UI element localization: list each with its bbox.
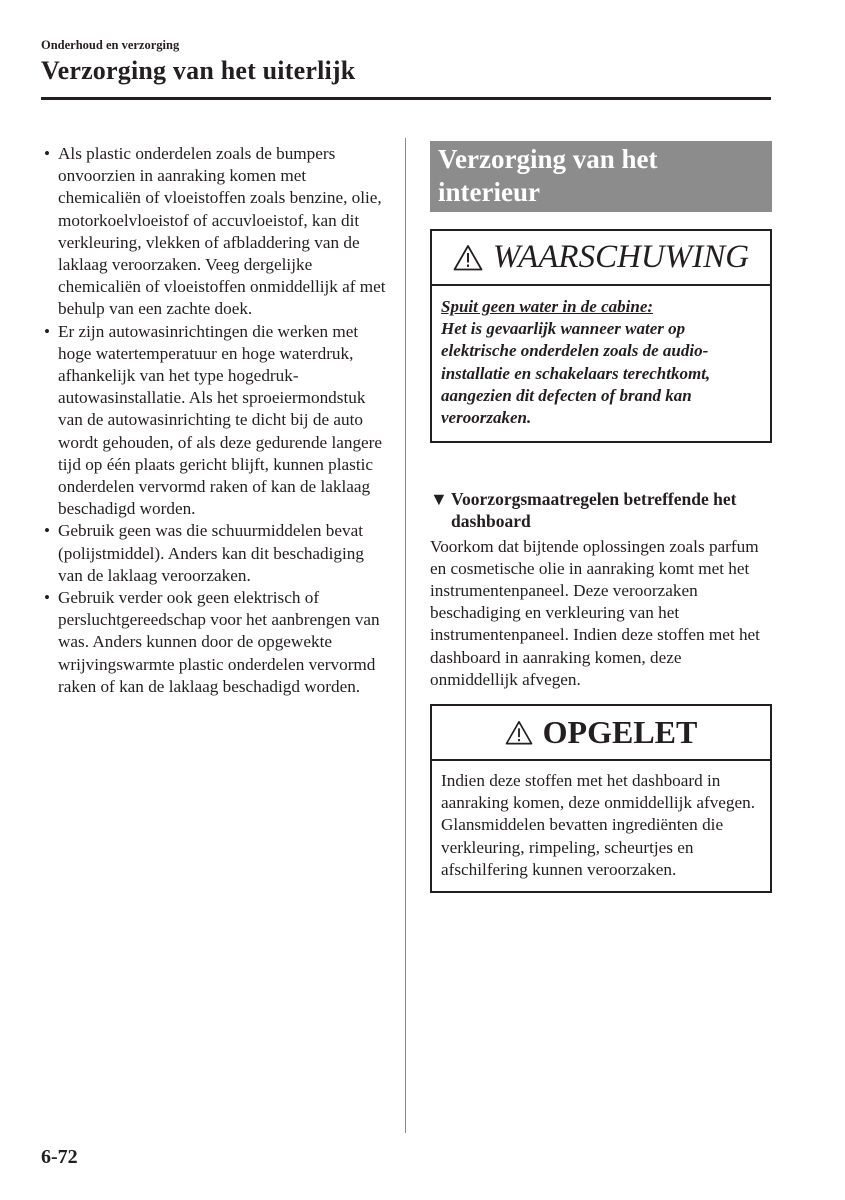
bullet-dot: • — [44, 521, 51, 541]
warning-triangle-icon — [453, 244, 483, 271]
column-divider — [405, 138, 406, 1133]
warning-triangle-icon — [505, 720, 533, 745]
bullet-text: Gebruik verder ook geen elektrisch of persluchtgereedschap voor het aanbrengen van was. Anders kunnen door de opgewekte wrijvingswarmte plastic onderdelen vervormd raken of kan de laklaag beschadigd worden. — [58, 588, 380, 696]
caution-paragraph: Glansmiddelen bevatten ingrediënten die verkleuring, rimpeling, scheurtjes en afschilfering kunnen veroorzaken. — [441, 815, 724, 879]
subsection-title: Voorzorgsmaatregelen betreffende het dashboard — [451, 489, 737, 532]
triangle-down-icon: ▼ — [430, 489, 448, 510]
right-column — [430, 141, 772, 893]
page-number: 6-72 — [41, 1146, 78, 1168]
subsection-heading — [430, 488, 772, 532]
bullet-dot: • — [44, 321, 51, 341]
warning-heading: Spuit geen water in de cabine: — [441, 297, 654, 316]
left-column — [44, 143, 389, 698]
warning-title-bar — [432, 231, 770, 286]
caution-paragraph: Indien deze stoffen met het dashboard in aanraking komen, deze onmiddellijk afvegen. — [441, 771, 756, 813]
caution-box — [430, 704, 772, 893]
caution-title: OPGELET — [542, 714, 698, 751]
bullet-dot: • — [44, 144, 51, 163]
warning-body — [432, 286, 770, 441]
caution-title-bar — [432, 706, 770, 761]
page-title: Verzorging van het uiterlijk — [41, 56, 356, 85]
caution-body — [432, 761, 770, 891]
bullet-item — [44, 321, 389, 521]
bullet-text: Als plastic onderdelen zoals de bumpers onvoorzien in aanraking komen met chemicaliën of vloeistoffen zoals benzine, olie, motorkoelvloeistof of accuvloeistof, kan dit verkleuring, vlekken of afbladdering van de laklaag veroorzaken. Veeg dergelijke chemicaliën of vloeistoffen onmiddellijk af met behulp van een zachte doek. — [58, 144, 386, 319]
header-rule — [41, 97, 771, 100]
bullet-text: Gebruik geen was die schuurmiddelen bevat (polijstmiddel). Anders kan dit beschadiging van de laklaag veroorzaken. — [58, 521, 364, 585]
bullet-item — [44, 143, 389, 321]
section-label: Onderhoud en verzorging — [41, 38, 180, 52]
warning-text: Het is gevaarlijk wanneer water op elektrische onderdelen zoals de audio-installatie en schakelaars terechtkomt, aangezien dit defecten of brand kan veroorzaken. — [441, 319, 711, 428]
bullet-item — [44, 587, 389, 698]
section-heading: Verzorging van het interieur — [430, 141, 772, 212]
warning-box — [430, 229, 772, 443]
bullet-text: Er zijn autowasinrichtingen die werken met hoge watertemperatuur en hoge waterdruk, afhankelijk van het type hogedruk-autowasinstallatie. Als het sproeiermondstuk van de autowasinrichting te dicht bij de auto wordt gehouden, of als deze gedurende langere tijd op één plaats gericht blijft, kunnen plastic onderdelen vervormd raken of kan de laklaag beschadigd worden. — [58, 321, 383, 519]
subsection-text: Voorkom dat bijtende oplossingen zoals parfum en cosmetische olie in aanraking komt met het instrumentenpaneel. Deze veroorzaken beschadiging en verkleuring van het instrumentenpaneel. Indien deze stoffen met het dashboard in aanraking komen, deze onmiddellijk afvegen. — [430, 536, 760, 689]
warning-title: WAARSCHUWING — [492, 239, 750, 275]
bullet-item — [44, 520, 389, 587]
bullet-dot: • — [44, 588, 51, 608]
